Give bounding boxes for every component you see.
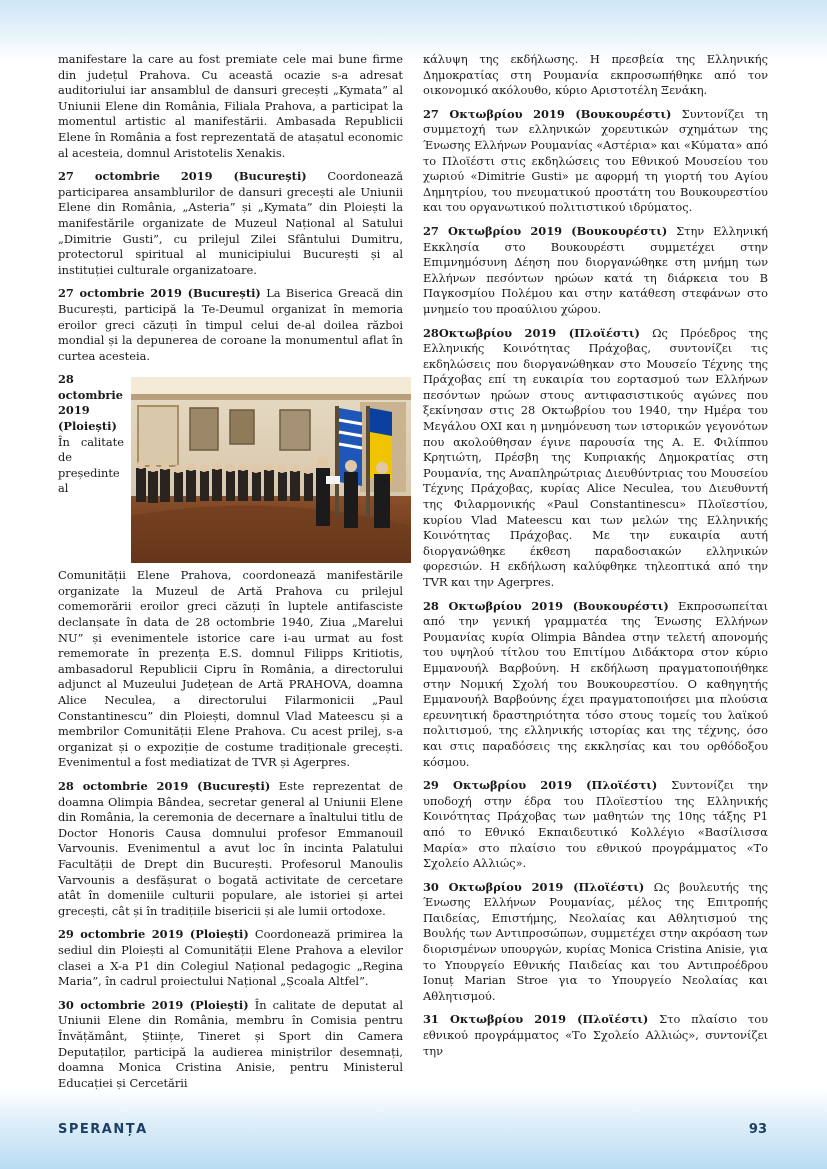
left-paragraph: 27 octombrie 2019 (București) La Biserica Greacă din București, participă la Te-Deumul organizat în memoria eroilor greci căzuți în timpul celui de-al doilea război mondial și la depunerea de coroane la monumentul aflat în curtea acesteia. [58, 286, 404, 363]
left-paragraph: 28 octombrie 2019 (Ploiești) În calitate de președinte al Comunității Elene Prahova, coordonează manifestările organizate la Muzeul de Artă Prahova cu prilejul comemorării eroilor greci căzuți în luptele antifasciste declanșate în data de 28 octombrie 1940, Ziua „Marelui NU” și evenimentele istorice care i-au urmat au fost rememorate în prezența E.S. domnul Filipps Kritiotis, ambasadorul Republicii Cipru în România, a directorului adjunct al Muzeului Județean de Artă PRAHOVA, doamna Alice Neculea, a directorului Filarmonicii „Paul Constantinescu” din Ploiești, domnul Vlad Mateescu și a membrilor Comunității Elene Prahova. Cu acest prilej, s-a organizat și o expoziție de costume tradiționale grecești. Evenimentul a fost mediatizat de TVR și Agerpres. [58, 372, 403, 771]
left-paragraph: 27 octombrie 2019 (București) Coordonează participarea ansamblurilor de dansuri grecești ale Uniunii Elene din România, „Asteria” și „Kymata” din Ploiești la manifestările organizate de Muzeul Național al Satului „Dimitrie Gusti”, cu prilejul Zilei Sfântului Dumitru, protectorul spiritual al municipiului București și al instituției culturale organizatoare. [58, 169, 404, 277]
right-paragraph: κάλυψη της εκδήλωσης. Η πρεσβεία της Ελληνικής Δημοκρατίας στη Ρουμανία εκπροσωπήθηκε από τον οικονομικό ακόλουθο, κύριο Αριστοτέλη Ξενάκη. [423, 52, 768, 98]
right-paragraph: 29 Οκτωβρίου 2019 (Πλοϊέστι) Συντονίζει την υποδοχή στην έδρα του Πλοϊεστίου της Ελληνικής Κοινότητας Πράχοβας των μαθητών της 10ης τάξης Ρ1 από το Εθνικό Εκπαιδευτικό Κολλέγιο «Βασίλισσα Μαρία» στο πλαίσιο του εθνικού προγράμματος «Το Σχολείο Αλλιώς». [423, 778, 768, 871]
right-paragraph: 30 Οκτωβρίου 2019 (Πλοϊέστι) Ως βουλευτής της Ένωσης Ελλήνων Ρουμανίας, μέλος της Επιτροπής Παιδείας, Επιστήμης, Νεολαίας και Αθλητισμού της Βουλής των Αντιπροσώπων, συμμετέχει στην ακρόαση των διορισμένων υπουργών, κυρίας Monica Cristina Anisie, για το Υπουργείο Εθνικής Παιδείας και του Αντιπροέδρου Ionuț Marian Stroe για το Υπουργείο Νεολαίας και Αθλητισμού. [423, 879, 768, 1003]
right-paragraph: 31 Οκτωβρίου 2019 (Πλοϊέστι) Στο πλαίσιο του εθνικού προγράμματος «Το Σχολείο Αλλιώς», συντονίζει την [423, 1012, 769, 1058]
right-paragraph: 28 Οκτωβρίου 2019 (Βουκουρέστι) Εκπροσωπείται από την γενική γραμματέα της Ένωσης Ελλήνων Ρουμανίας κυρία Olimpia Bândea στην τελετή απονομής του υψηλού τίτλου του Επιτίμου Διδάκτορα στον κύριο Εμμανουήλ Βαρβούνη. Η εκδήλωση πραγματοποιήθηκε στην Νομική Σχολή του Βουκουρεστίου. Ο καθηγητής Εμμανουήλ Βαρβούνης έχει πραγματοποιήσει μια πλούσια ερευνητική δραστηριότητα τόσο στους τομείς του λαϊκού πολιτισμού, της ελληνικής ιστορίας και της τέχνης, όσο και στις παραδόσεις της εκκλησίας και του ορθόδοξου κόσμου. [423, 598, 768, 769]
left-paragraph: 30 octombrie 2019 (Ploiești) În calitate de deputat al Uniunii Elene din România, membru în Comisia pentru Învățământ, Științe, Tineret și Sport din Camera Deputaților, participă la audierea miniștrilor desemnați, doamna Monica Cristina Anisie, pentru Ministerul Educației și Cercetării [58, 997, 404, 1090]
left-paragraph: 29 octombrie 2019 (Ploiești) Coordonează primirea la sediul din Ploiești al Comunității Elene Prahova a elevilor clasei a X-a P1 din Colegiul Național pedagogic „Regina Maria”, în cadrul proiectului Național „Școala Altfel”. [58, 927, 403, 989]
event-photo [130, 376, 412, 564]
right-paragraph: 28Οκτωβρίου 2019 (Πλοϊέστι) Ως Πρόεδρος της Ελληνικής Κοινότητας Πράχοβας, συντονίζει τις εκδηλώσεις που διοργανώθηκαν στο Μουσείο Τέχνης της Πράχοβας επί τη ευκαιρία του εορτασμού των Ελλήνων πεσόντων ηρώων στους αντιφασιστικούς αγώνες που ξεκίνησαν στις 28 Οκτωβρίου του 1940, την Ημέρα του Μεγάλου ΟΧΙ και η μνημόνευση των ιστορικών γεγονότων που ακολούθησαν έγινε παρουσία της Α. Ε. Φιλίππου Κρητιώτη, Πρέσβη της Κυπριακής Δημοκρατίας στη Ρουμανία, της Αναπληρώτριας Διευθύντριας του Μουσείου Τέχνης Πράχοβας, κυρίας Alice Neculea, του Διευθυντή της Φιλαρμονικής «Paul Constantinescu» Πλοϊεστίου, κυρίου Vlad Mateescu και των μελών της Ελληνικής Κοινότητας Πράχοβας. Με την ευκαιρία αυτή διοργανώθηκε έκθεση παραδοσιακών ελληνικών φορεσιών. Η εκδήλωση καλύφθηκε τηλεοπτικά από την TVR και την Agerpres. [423, 325, 768, 589]
right-column [423, 52, 768, 1067]
event-photo-image [130, 376, 412, 564]
magazine-title: SPERANȚA [58, 1122, 148, 1137]
left-paragraph: 28 octombrie 2019 (București) Este reprezentat de doamna Olimpia Bândea, secretar general al Uniunii Elene din România, la ceremonia de decernare a înaltului titlu de Doctor Honoris Causa domnului profesor Emmanouil Varvounis. Evenimentul a avut loc în incinta Palatului Facultății de Drept din București. Profesorul Manoulis Varvounis a desfășurat o bogată activitate de cercetare atât în domeniile culturii populare, ale istoriei și artei grecești, cât și în tradițiile bisericii și ale lumii ortodoxe. [58, 779, 403, 918]
page-number: 93 [748, 1122, 767, 1137]
left-column [58, 52, 403, 1099]
right-paragraph: 27 Οκτωβρίου 2019 (Βουκουρέστι) Συντονίζει τη συμμετοχή των ελληνικών χορευτικών σχημάτων της Ένωσης Ελλήνων Ρουμανίας «Αστέρια» και «Κύματα» από το Πλοϊέστι στις εκδηλώσεις του Εθνικού Μουσείου του χωριού «Dimitrie Gusti» με αφορμή τη γιορτή του Αγίου Δημητρίου, του πνευματικού προστάτη του Βουκουρεστίου και του οργανωτικού πολιτιστικού ιδρύματος. [423, 106, 768, 215]
right-paragraph: 27 Οκτωβρίου 2019 (Βουκουρέστι) Στην Ελληνική Εκκλησία στο Βουκουρέστι συμμετέχει στην Επιμνημόσυνη Δέηση που διοργανώθηκε στη μνήμη των Ελλήνων πεσόντων ηρώων κατά τη διάρκεια του Β Παγκοσμίου Πολέμου και στην κατάθεση στεφάνων στο μνημείο του προαύλιου χώρου. [423, 223, 768, 316]
left-paragraph: manifestare la care au fost premiate cele mai bune firme din județul Prahova. Cu această ocazie s-a adresat auditoriului iar ansamblul de dansuri grecești „Kymata” al Uniunii Elene din România, Filiala Prahova, a participat la momentul artistic al manifestării. Ambasada Republicii Elene în România a fost reprezentată de atașatul economic al acesteia, domnul Aristotelis Xenakis. [58, 52, 403, 160]
header-gradient-band [0, 0, 827, 60]
